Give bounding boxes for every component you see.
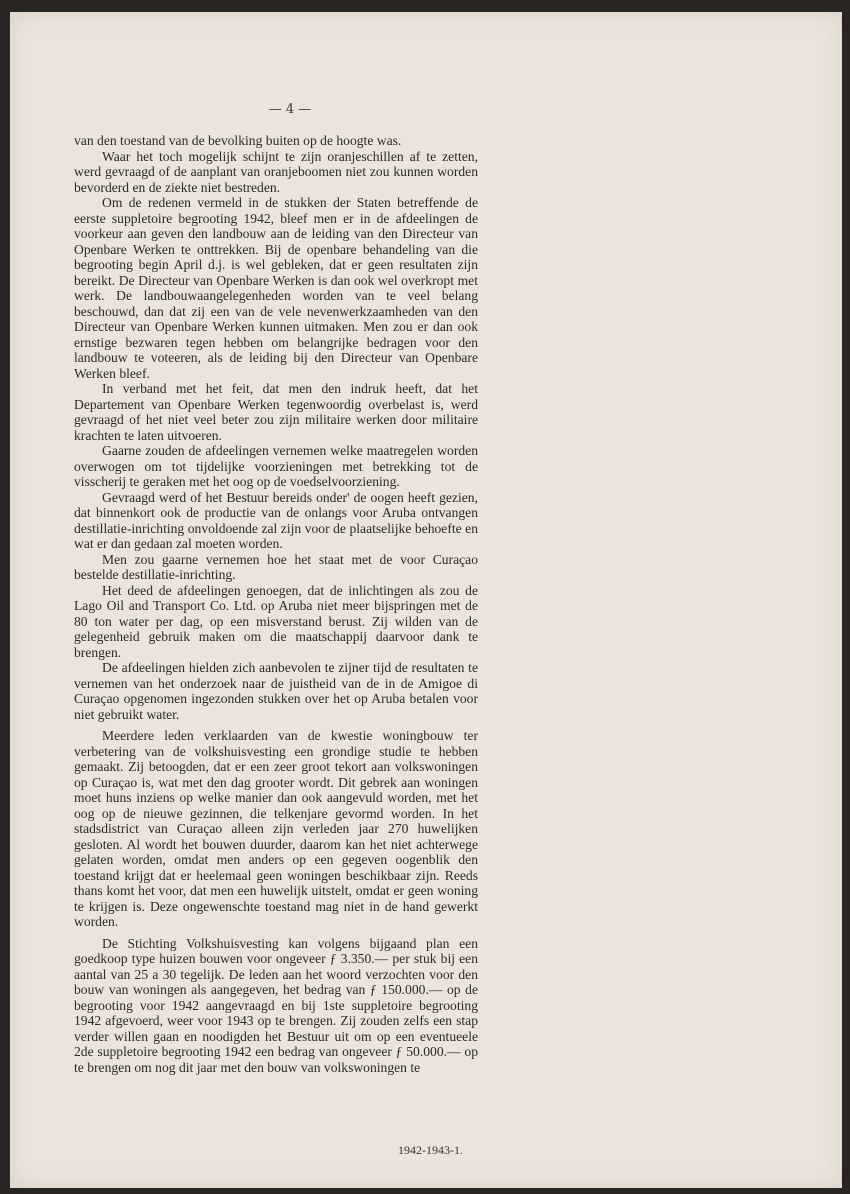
paragraph: Meerdere leden verklaarden van de kwestie woningbouw ter verbetering van de volkshuisvesting een grondige studie te hebben gemaakt. Zij betoogden, dat er een zeer groot tekort aan volkswoningen op Curaçao is, wat met den dag grooter wordt. Dit gebrek aan woningen moet huns inziens op welke manier dan ook aangevuld worden, met het oog op de nieuwe gezinnen, die telkenjare gevormd worden. In het stadsdistrict van Curaçao alleen zijn verleden jaar 270 huwelijken gesloten. Al wordt het bouwen duurder, daarom kan het niet achterwege gelaten worden, omdat men anders op een gegeven oogenblik den toestand krijgt dat er heelemaal geen woningen beschikbaar zijn. Reeds thans komt het voor, dat men een huwelijk uitstelt, omdat er geen woning te krijgen is. Deze ongewenschte toestand mag niet in de hand gewerkt worden.	[74, 728, 478, 929]
page-number: — 4 —	[268, 102, 312, 117]
paragraph: Het deed de afdeelingen genoegen, dat de inlichtingen als zou de Lago Oil and Transport Co. Ltd. op Aruba niet meer bijspringen met de 80 ton water per dag, op een misverstand berust. Zij wilden van de gelegenheid gebruik maken om die maatschappij daarvoor dank te brengen.	[74, 582, 478, 660]
paragraph: van den toestand van de bevolking buiten op de hoogte was.	[74, 133, 402, 148]
paragraph: In verband met het feit, dat men den indruk heeft, dat het Departement van Openbare Werken tegenwoordig overbelast is, werd gevraagd of het niet veel beter zou zijn militaire werken door militaire krachten te laten uitvoeren.	[74, 381, 478, 443]
footer-code: 1942-1943-1.	[398, 1143, 463, 1157]
paragraph: Gevraagd werd of het Bestuur bereids onder' de oogen heeft gezien, dat binnenkort ook de productie van de onlangs voor Aruba ontvangen destillatie-inrichting onvoldoende zal zijn voor de plaatselijke behoefte en wat er dan gedaan zal moeten worden.	[74, 489, 478, 551]
document-page	[10, 12, 842, 1188]
paragraph: Men zou gaarne vernemen hoe het staat met de voor Curaçao bestelde destillatie-inrichting.	[74, 551, 478, 582]
paragraph: Waar het toch mogelijk schijnt te zijn oranjeschillen af te zetten, werd gevraagd of de aanplant van oranjeboomen niet zou kunnen worden bevorderd en de ziekte niet bestreden.	[74, 148, 478, 195]
paragraph: De Stichting Volkshuisvesting kan volgens bijgaand plan een goedkoop type huizen bouwen voor ongeveer ƒ 3.350.— per stuk bij een aantal van 25 a 30 tegelijk. De leden aan het woord verzochten voor den bouw van woningen als aangegeven, het bedrag van ƒ 150.000.— op de begrooting voor 1942 aangevraagd en bij 1ste suppletoire begrooting 1942 afgevoerd, weer voor 1943 op te brengen. Zij zouden zelfs een stap verder willen gaan en noodigden het Bestuur uit om op een eventueele 2de suppletoire begrooting 1942 een bedrag van ongeveer ƒ 50.000.— op te brengen om nog dit jaar met den bouw van volkswoningen te	[74, 935, 478, 1075]
paragraph: De afdeelingen hielden zich aanbevolen te zijner tijd de resultaten te vernemen van het onderzoek naar de juistheid van de in de Amigoe di Curaçao opgenomen ingezonden stukken over het op Aruba betalen voor niet gebruikt water.	[74, 660, 478, 722]
body-text	[74, 133, 478, 1075]
paragraph: Gaarne zouden de afdeelingen vernemen welke maatregelen worden overwogen om tot tijdelijke voorzieningen met betrekking tot de visscherij te geraken met het oog op de voedselvoorziening.	[74, 443, 478, 489]
paragraph: Om de redenen vermeld in de stukken der Staten betreffende de eerste suppletoire begrooting 1942, bleef men er in de afdeelingen de voorkeur aan geven den landbouw aan de leiding van den Directeur van Openbare Werken te onttrekken. Bij de openbare behandeling van die begrooting begin April d.j. is wel gebleken, dat er geen resultaten zijn bereikt. De Directeur van Openbare Werken is dan ook wel overkropt met werk. De landbouwaangelegenheden worden van te veel belang beschouwd, dan dat zij een van de vele nevenwerkzaamheden van den Directeur van Openbare Werken kunnen uitmaken. Men zou er dan ook ernstige bezwaren tegen hebben om belangrijke bedragen voor den landbouw te voteeren, als de leiding bij den Directeur van Openbare Werken bleef.	[74, 195, 478, 381]
